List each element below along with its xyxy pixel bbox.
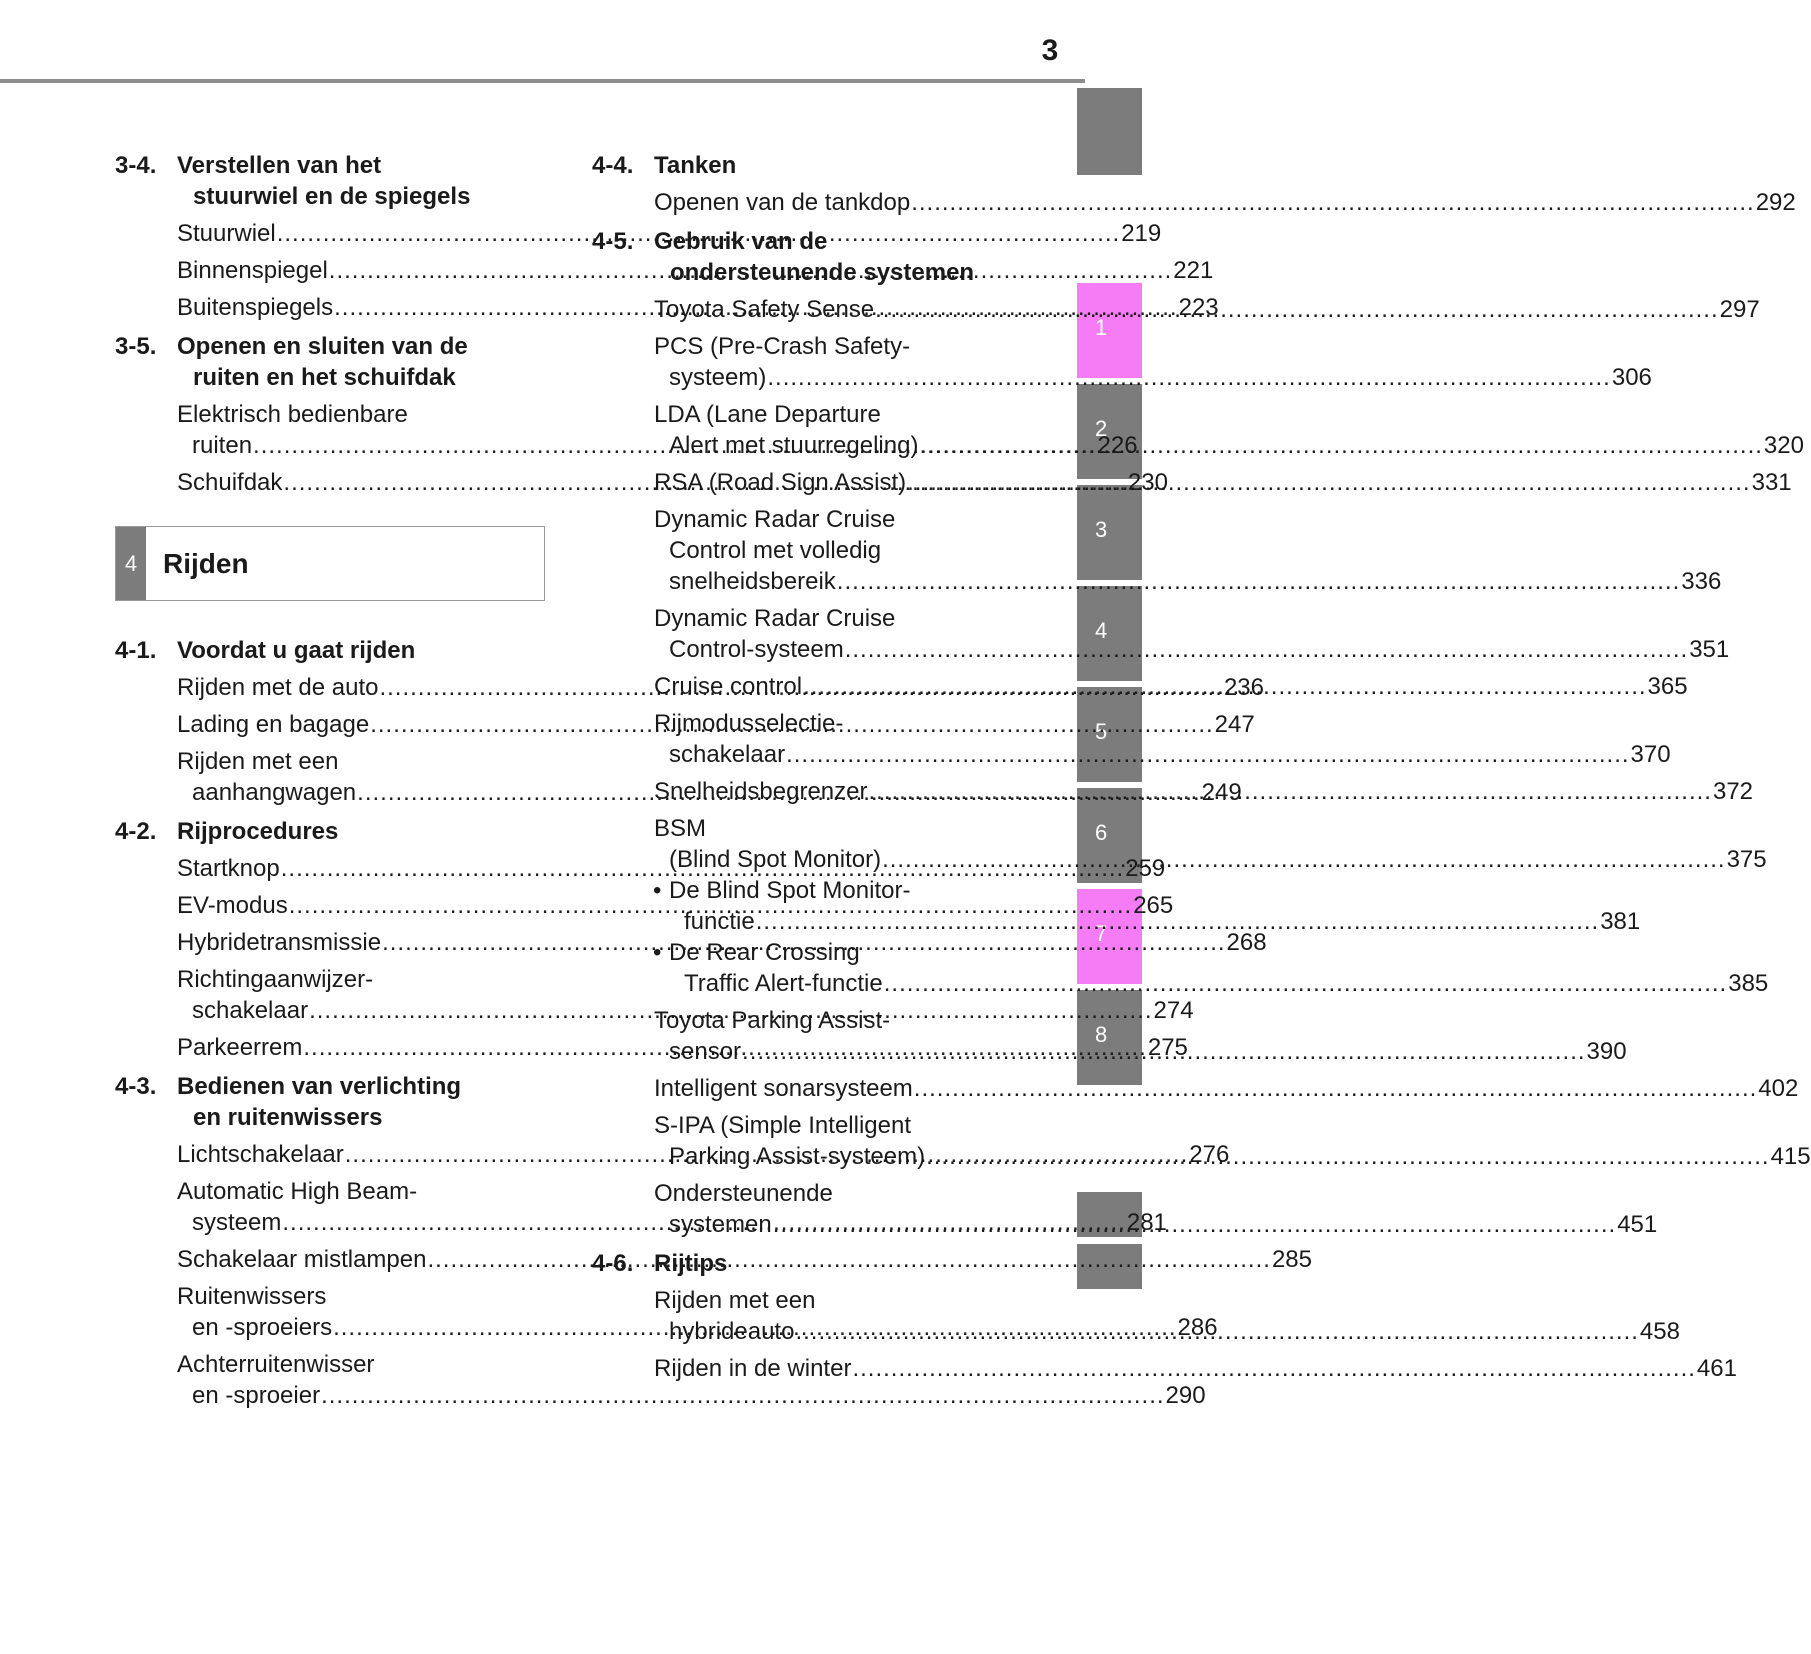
entry-title: Startknop [177,855,280,882]
tab-chapter-4[interactable] [1077,586,1142,681]
tab-label: 1 [1095,315,1108,340]
toc-entry[interactable] [654,1073,1799,1104]
page-ref: 275 [1147,1034,1188,1061]
entry-title: (Blind Spot Monitor) [669,846,882,873]
entry-title: aanhangwagen [192,779,357,806]
leader-dots [845,636,1688,663]
entry-title: Binnenspiegel [177,257,328,284]
leader-dots [773,1211,1616,1238]
leader-dots [911,187,1754,218]
entry-title: RSA (Road Sign Assist) [654,469,907,496]
section-heading[interactable] [115,150,545,212]
entry-title: Cruise control [654,673,803,700]
tab-label: 3 [1095,517,1108,542]
entry-title: Rijden in de winter [654,1355,852,1382]
chapter-heading-box [115,526,545,601]
bullet: • [653,877,662,904]
toc-entry[interactable] [654,331,1652,393]
tab-chapter-3[interactable] [1077,485,1142,580]
chapter-title: Rijden [163,548,249,579]
entry-title: EV-modus [177,892,288,919]
section-title-line: Voordat u gaat rijden [177,637,416,664]
leader-dots [756,908,1599,935]
entry-title: Control met volledig [669,537,882,564]
page-ref: 286 [1177,1314,1218,1341]
leader-dots [884,970,1727,997]
page-ref: 226 [1097,432,1138,459]
section-title-line: ondersteunende systemen [670,259,975,286]
page-number: 3 [1041,34,1059,67]
entry-title: Rijden met een [654,1287,816,1314]
entry-title: Schakelaar mistlampen [177,1246,427,1273]
entry-title: Automatic High Beam- [177,1178,418,1205]
leader-dots [321,1382,1164,1409]
page-ref: 402 [1758,1075,1799,1102]
entry-title: PCS (Pre-Crash Safety- [654,333,911,360]
section-title-line: stuurwiel en de spiegels [193,183,471,210]
section-number: 4-3. [115,1073,157,1100]
entry-title: S-IPA (Simple Intelligent [654,1112,912,1139]
page-ref: 276 [1189,1141,1230,1168]
leader-dots [795,1318,1638,1345]
page-ref: 223 [1178,294,1219,321]
leader-dots [919,432,1762,459]
page-ref: 336 [1681,568,1722,595]
entry-title: Lichtschakelaar [177,1141,344,1168]
entry-title: Dynamic Radar Cruise [654,605,896,632]
section-title-line: Openen en sluiten van de [177,333,468,360]
page-ref: 451 [1617,1211,1658,1238]
section-number: 3-4. [115,152,157,179]
section-title-line: Rijtips [654,1250,728,1277]
entry-title: functie [684,908,755,935]
leader-dots [837,568,1680,595]
section-title-line: Bedienen van verlichting [177,1073,462,1100]
section-number: 4-5. [592,228,634,255]
entry-title: Snelheidsbegrenzer [654,778,868,805]
page-ref: 381 [1600,908,1641,935]
entry-title: Ruitenwissers [177,1283,327,1310]
section-heading[interactable] [115,635,545,666]
page-ref: 461 [1696,1355,1737,1382]
tab-label: 7 [1095,921,1108,946]
entry-title: Hybridetransmissie [177,929,382,956]
section-heading[interactable] [115,331,545,393]
page-ref: 297 [1719,296,1760,323]
entry-title: hybrideauto [669,1318,795,1345]
toc-entry[interactable] [654,1353,1737,1384]
entry-title: LDA (Lane Departure [654,401,881,428]
page-ref: 268 [1226,929,1267,956]
leader-dots [852,1353,1695,1384]
entry-title: systeem) [669,364,767,391]
entry-title: schakelaar [192,997,309,1024]
page-ref: 221 [1173,257,1214,284]
page-ref: 236 [1223,674,1264,701]
page-ref: 415 [1770,1143,1811,1170]
page-ref: 219 [1121,220,1162,247]
toc-section-4-4 [592,150,1796,218]
page-ref: 285 [1271,1246,1312,1273]
leader-dots [914,1073,1757,1104]
entry-title: Control-systeem [669,636,844,663]
page-ref: 375 [1726,846,1767,873]
entry-title: De Rear Crossing [669,939,860,966]
page-ref: 372 [1712,778,1754,805]
page-ref: 320 [1763,432,1804,459]
page-ref: 292 [1755,189,1796,216]
leader-dots [926,1143,1769,1170]
toc-entry[interactable] [654,603,1730,665]
entry-title: Ondersteunende [654,1180,833,1207]
page-ref: 458 [1639,1318,1680,1345]
entry-title: Richtingaanwijzer- [177,966,374,993]
entry-title: Alert met stuurregeling) [669,432,919,459]
entry-title: ruiten [192,432,253,459]
toc-entry[interactable] [654,504,1722,597]
section-number: 4-1. [115,637,157,664]
section-heading[interactable] [592,150,1022,181]
page-ref: 247 [1214,711,1255,738]
section-heading[interactable] [115,1071,545,1133]
leader-dots [882,846,1725,873]
entry-title: snelheidsbereik [669,568,836,595]
section-title-line: Verstellen van het [177,152,382,179]
bullet: • [653,939,662,966]
entry-title: en -sproeiers [192,1314,333,1341]
section-heading[interactable] [592,1248,1022,1279]
page-ref: 290 [1165,1382,1206,1409]
section-title-line: en ruitenwissers [193,1104,383,1131]
section-title-line: Rijprocedures [177,818,339,845]
entry-title: Traffic Alert-functie [684,970,883,997]
tab-blank-top[interactable] [1077,88,1142,175]
header-rule [0,79,1085,83]
leader-dots [786,741,1629,768]
section-number: 4-6. [592,1250,634,1277]
page-ref: 249 [1201,779,1242,806]
entry-title: systeem [192,1209,282,1236]
toc-entry[interactable] [654,187,1796,218]
entry-title: Buitenspiegels [177,294,334,321]
section-number: 4-4. [592,152,634,179]
entry-title: BSM [654,815,707,842]
entry-title: sensor [669,1038,742,1065]
section-title-line: ruiten en het schuifdak [193,364,456,391]
page-ref: 230 [1127,469,1168,496]
page-ref: 351 [1689,636,1730,663]
entry-title: Parkeerrem [177,1034,303,1061]
entry-title: Toyota Safety Sense [654,296,875,323]
page-ref: 370 [1630,741,1671,768]
leader-dots [875,294,1718,325]
page-ref: 365 [1647,673,1688,700]
tab-label: 4 [1095,618,1108,643]
entry-title: Toyota Parking Assist- [654,1007,891,1034]
entry-title: Parking Assist-systeem) [669,1143,926,1170]
tab-label: 2 [1095,416,1108,441]
entry-title: en -sproeier [192,1382,321,1409]
entry-title: systemen [669,1211,772,1238]
section-heading[interactable] [592,226,1022,288]
entry-title: Elektrisch bedienbare [177,401,408,428]
tab-label: 8 [1095,1022,1108,1047]
leader-dots [907,467,1750,498]
entry-title: schakelaar [669,741,786,768]
entry-title: Openen van de tankdop [654,189,911,216]
entry-title: Dynamic Radar Cruise [654,506,896,533]
entry-title: Achterruitenwisser [177,1351,375,1378]
page-ref: 274 [1153,997,1194,1024]
leader-dots [868,776,1711,807]
page-ref: 281 [1126,1209,1167,1236]
entry-title: Lading en bagage [177,711,370,738]
entry-title: Stuurwiel [177,220,276,247]
section-number: 4-2. [115,818,157,845]
entry-title: Intelligent sonarsysteem [654,1075,913,1102]
page-ref: 385 [1728,970,1769,997]
page-ref: 390 [1586,1038,1627,1065]
entry-title: Schuifdak [177,469,283,496]
entry-title: Rijden met de auto [177,674,379,701]
page-ref: 259 [1125,855,1166,882]
chapter-number-badge: 4 [116,527,146,600]
tab-label: 6 [1095,820,1108,845]
leader-dots [803,671,1646,702]
section-title-line: Tanken [654,152,737,179]
page-ref: 306 [1611,364,1652,391]
page-ref: 331 [1751,469,1792,496]
leader-dots [767,364,1610,391]
entry-title: Rijden met een [177,748,339,775]
tab-label: 5 [1095,719,1108,744]
page-ref: 265 [1133,892,1174,919]
leader-dots [742,1038,1585,1065]
entry-title: Rijmodusselectie- [654,710,844,737]
entry-title: De Blind Spot Monitor- [669,877,911,904]
section-number: 3-5. [115,333,157,360]
section-title-line: Gebruik van de [654,228,828,255]
section-heading[interactable] [115,816,545,847]
